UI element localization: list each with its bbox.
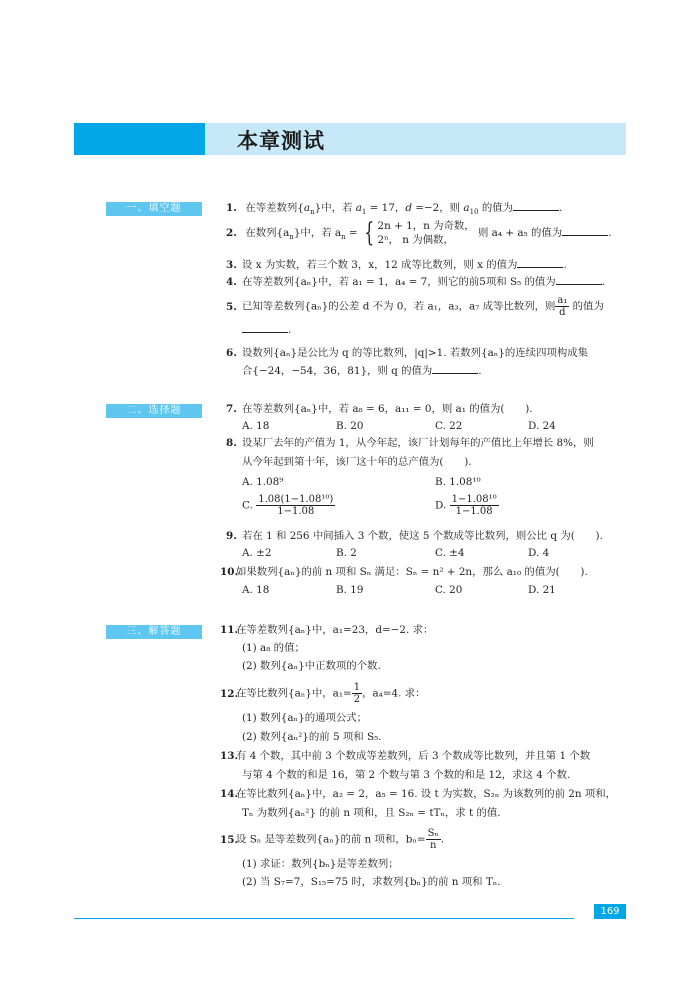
option-a[interactable]: A. 18 — [242, 420, 270, 432]
option-d[interactable]: D. $\frac{\text{1−1.08¹⁰}}{1-1.08}$ — [435, 494, 497, 517]
question-6-line2: 合{−24，−54，36，81}，则 q 的值为 . — [242, 362, 482, 379]
footer-rule — [74, 918, 574, 919]
question-3: 3. 设 x 为实数，若三个数 3，x，12 成等比数列，则 x 的值为 . — [226, 256, 567, 273]
question-2: 2. 在数列$\{a_n\}$中，若 $a_n$ = { 2n + 1，n 为奇数， 2ⁿ， n 为偶数， 则 a₄ + a₅ 的值为 . — [226, 218, 612, 248]
fraction: $\frac{\text{1.08(1−1.08¹⁰)}}{1-1.08}$ — [258, 494, 334, 517]
question-5-answer-line: . — [242, 321, 291, 338]
piecewise-cases: 2n + 1，n 为奇数， 2ⁿ， n 为偶数， — [377, 220, 475, 246]
section-label-multiple-choice: 二、选择题 — [106, 404, 202, 418]
option-c[interactable]: C. 22 — [435, 420, 463, 432]
question-6: 6. 设数列{aₙ}是公比为 q 的等比数列，|q|>1. 若数列{aₙ}的连续四项构成集 — [226, 347, 589, 359]
question-13-line2: 与第 4 个数的和是 16，第 2 个数与第 3 个数的和是 12，求这 4 个数. — [242, 769, 571, 781]
fraction: $\frac{\text{a₁}}{d}$ — [557, 295, 568, 318]
question-8: 8. 设某厂去年的产值为 1，从今年起，该厂计划每年的产值比上年增长 8%，则 — [226, 437, 594, 449]
option-a[interactable]: A. 18 — [242, 584, 270, 596]
option-c[interactable]: C. ±4 — [435, 547, 465, 559]
question-11: 11.在等差数列{aₙ}中，a₁=23，d=−2. 求： — [220, 624, 434, 636]
question-13: 13.有 4 个数，其中前 3 个数成等差数列，后 3 个数成等比数列，并且第 1 个数 — [220, 750, 591, 762]
question-5: 5. 已知等差数列{aₙ}的公差 d 不为 0，若 a₁，a₃，a₇ 成等比数列，则 $\frac{\text{a₁}}{d}$ 的值为 — [226, 295, 604, 318]
question-15-part-1: (1) 求证：数列{bₙ}是等差数列； — [242, 858, 399, 870]
left-brace: { — [364, 218, 375, 248]
section-label-fill-blank: 一、填空题 — [106, 202, 202, 216]
section-label-solve: 三、解答题 — [106, 625, 202, 639]
fraction: $\frac{\text{1−1.08¹⁰}}{1-1.08}$ — [451, 494, 497, 517]
page-number: 169 — [594, 904, 626, 919]
question-12-part-2: (2) 数列{aₙ²}的前 5 项和 S₅. — [242, 731, 382, 743]
option-b[interactable]: B. 1.08¹⁰ — [435, 476, 481, 488]
option-b[interactable]: B. 19 — [336, 584, 364, 596]
header-band-dark — [74, 123, 205, 155]
option-d[interactable]: D. 24 — [528, 420, 556, 432]
answer-blank[interactable] — [517, 256, 563, 268]
fraction: $\frac{1}{2}$ — [353, 682, 361, 705]
question-4: 4. 在等差数列{aₙ}中，若 a₁ = 1，a₄ = 7，则它的前5项和 S₅ 的值为 . — [226, 273, 605, 290]
option-b[interactable]: B. 2 — [336, 547, 357, 559]
question-11-part-1: (1) a₈ 的值； — [242, 642, 305, 654]
question-10: 10.如果数列{aₙ}的前 n 项和 Sₙ 满足：Sₙ = n² + 2n，那么 a₁₀ 的值为( ). — [220, 566, 588, 578]
question-12-part-1: (1) 数列{aₙ}的通项公式； — [242, 712, 368, 724]
question-15: 15.设 Sₙ 是等差数列{aₙ}的前 n 项和，bₙ= $\frac{\text{Sₙ}}{n}$ . — [220, 828, 445, 851]
option-d[interactable]: D. 21 — [528, 584, 556, 596]
option-c[interactable]: C. 20 — [435, 584, 463, 596]
option-c[interactable]: C. $\frac{\text{1.08(1−1.08¹⁰)}}{1-1.08}$ — [242, 494, 334, 517]
question-12: 12.在等比数列{aₙ}中，a₁= $\frac{1}{2}$ ，a₄=4. 求： — [220, 682, 426, 705]
option-b[interactable]: B. 20 — [336, 420, 364, 432]
answer-blank[interactable] — [513, 199, 559, 211]
question-1: 1. 在等差数列$\{a_n\}$中，若 $a_1 = 17$，d =−2，则 $a_{10}$ 的值为 . — [226, 199, 562, 220]
question-number: 1. — [226, 202, 237, 214]
question-7: 7. 在等差数列{aₙ}中，若 a₈ = 6，a₁₁ = 0，则 a₁ 的值为( ). — [226, 403, 533, 415]
answer-blank[interactable] — [562, 224, 608, 236]
option-d[interactable]: D. 4 — [528, 547, 550, 559]
page-title: 本章测试 — [237, 128, 325, 153]
answer-blank[interactable] — [242, 321, 288, 333]
answer-blank[interactable] — [432, 362, 478, 374]
fraction: $\frac{\text{Sₙ}}{n}$ — [427, 828, 439, 851]
option-a[interactable]: A. ±2 — [242, 547, 272, 559]
question-8-line2: 从今年起到第十年，该厂这十年的总产值为( ). — [242, 456, 472, 468]
question-9: 9. 若在 1 和 256 中间插入 3 个数，使这 5 个数成等比数列，则公比 q 为( ). — [226, 530, 603, 542]
option-a[interactable]: A. 1.08⁹ — [242, 476, 284, 488]
question-14-line2: Tₙ 为数列{aₙ²} 的前 n 项和，且 S₂ₙ = tTₙ，求 t 的值. — [242, 807, 501, 819]
question-14: 14.在等比数列{aₙ}中，a₂ = 2，a₅ = 16. 设 t 为实数，S₂ₙ 为该数列的前 2n 项和， — [220, 788, 617, 800]
question-11-part-2: (2) 数列{aₙ}中正数项的个数. — [242, 660, 381, 672]
answer-blank[interactable] — [556, 273, 602, 285]
question-15-part-2: (2) 当 S₇=7，S₁₅=75 时，求数列{bₙ}的前 n 项和 Tₙ. — [242, 876, 501, 888]
